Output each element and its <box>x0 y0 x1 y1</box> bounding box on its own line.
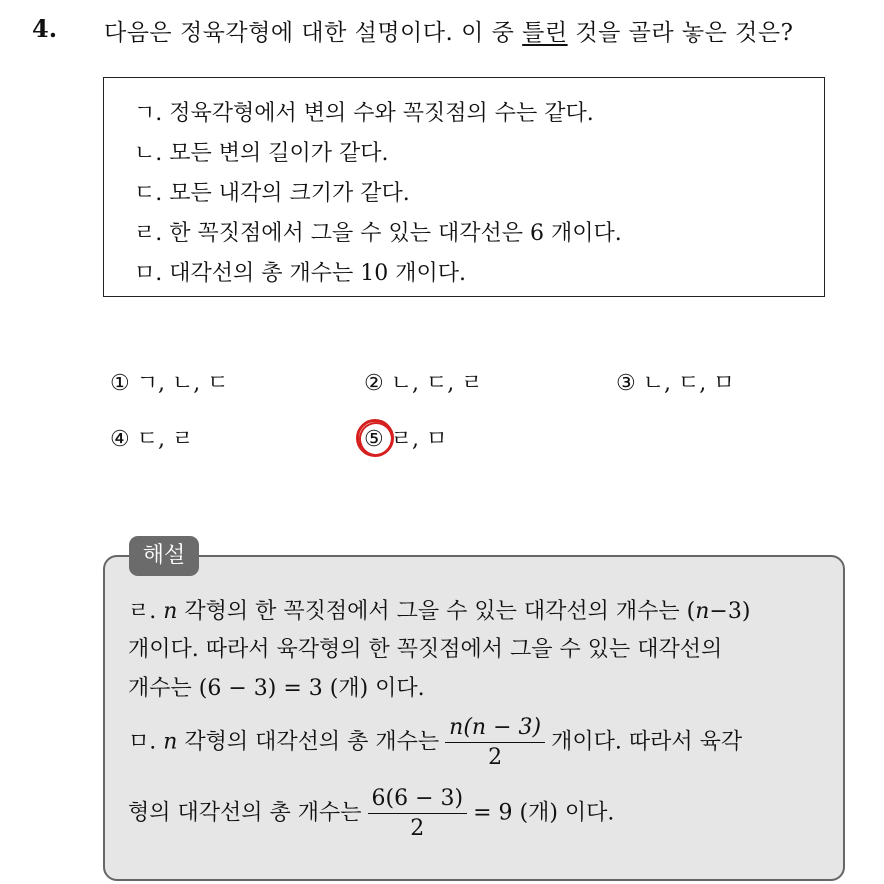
var-n: n <box>163 599 178 624</box>
choice-text: ㄴ, ㄷ, ㄹ <box>390 371 483 396</box>
text: 형의 대각선의 총 개수는 <box>128 800 362 826</box>
statement-item: ㄷ. 모든 내각의 크기가 같다. <box>134 181 410 206</box>
fraction-denominator: 2 <box>410 816 425 841</box>
text: 각형의 한 꼭짓점에서 그을 수 있는 대각선의 개수는 ( <box>177 599 696 624</box>
selected-answer-mark <box>364 427 384 452</box>
choice-text: ㄱ, ㄴ, ㄷ <box>136 371 229 396</box>
statement-item: ㄱ. 정육각형에서 변의 수와 꼭짓점의 수는 같다. <box>134 101 594 126</box>
text: −3) <box>709 599 751 624</box>
question-number: 4. <box>32 14 58 43</box>
text: ㄹ. <box>128 599 164 624</box>
choice-1[interactable] <box>110 366 228 397</box>
explanation-line <box>128 786 614 841</box>
text: 각형의 대각선의 총 개수는 <box>177 729 440 755</box>
text: = 9 (개) 이다. <box>473 800 615 826</box>
choice-number: ③ <box>616 371 636 396</box>
choice-text: ㄹ, ㅁ <box>390 427 448 452</box>
statement-item: ㄴ. 모든 변의 길이가 같다. <box>134 141 389 166</box>
explanation-line: 개이다. 따라서 육각형의 한 꼭짓점에서 그을 수 있는 대각선의 <box>128 637 723 662</box>
choice-text: ㄷ, ㄹ <box>136 427 194 452</box>
text: 개이다. 따라서 육각 <box>551 729 743 755</box>
statement-item: ㄹ. 한 꼭짓점에서 그을 수 있는 대각선은 6 개이다. <box>134 221 622 246</box>
var-n: n <box>695 599 710 624</box>
explanation-line: 개수는 (6 − 3) = 3 (개) 이다. <box>128 676 425 701</box>
fraction-denominator: 2 <box>488 745 503 770</box>
fraction <box>445 715 545 770</box>
question-text-after: 것을 골라 놓은 것은? <box>567 20 794 46</box>
fraction <box>368 786 468 841</box>
choice-number: ④ <box>110 427 130 452</box>
statement-box <box>103 77 825 297</box>
choice-number: ① <box>110 371 130 396</box>
explanation-line <box>128 715 742 770</box>
choice-number: ⑤ <box>364 427 384 452</box>
text: ㅁ. <box>128 729 164 755</box>
question-text-before: 다음은 정육각형에 대한 설명이다. 이 중 <box>104 20 523 46</box>
fraction-numerator: 6(6 − 3) <box>368 786 468 814</box>
choice-5[interactable] <box>364 422 447 453</box>
var-n: n <box>163 729 178 755</box>
explanation-line <box>128 594 750 625</box>
choice-4[interactable] <box>110 422 193 453</box>
choice-3[interactable] <box>616 366 734 397</box>
choice-2[interactable] <box>364 366 482 397</box>
explanation-tab: 해설 <box>129 536 199 576</box>
question-underlined-word: 틀린 <box>522 20 568 46</box>
choice-text: ㄴ, ㄷ, ㅁ <box>642 371 735 396</box>
question-text <box>104 14 793 47</box>
fraction-numerator: n(n − 3) <box>445 715 545 743</box>
choice-number: ② <box>364 371 384 396</box>
statement-item: ㅁ. 대각선의 총 개수는 10 개이다. <box>134 261 466 286</box>
